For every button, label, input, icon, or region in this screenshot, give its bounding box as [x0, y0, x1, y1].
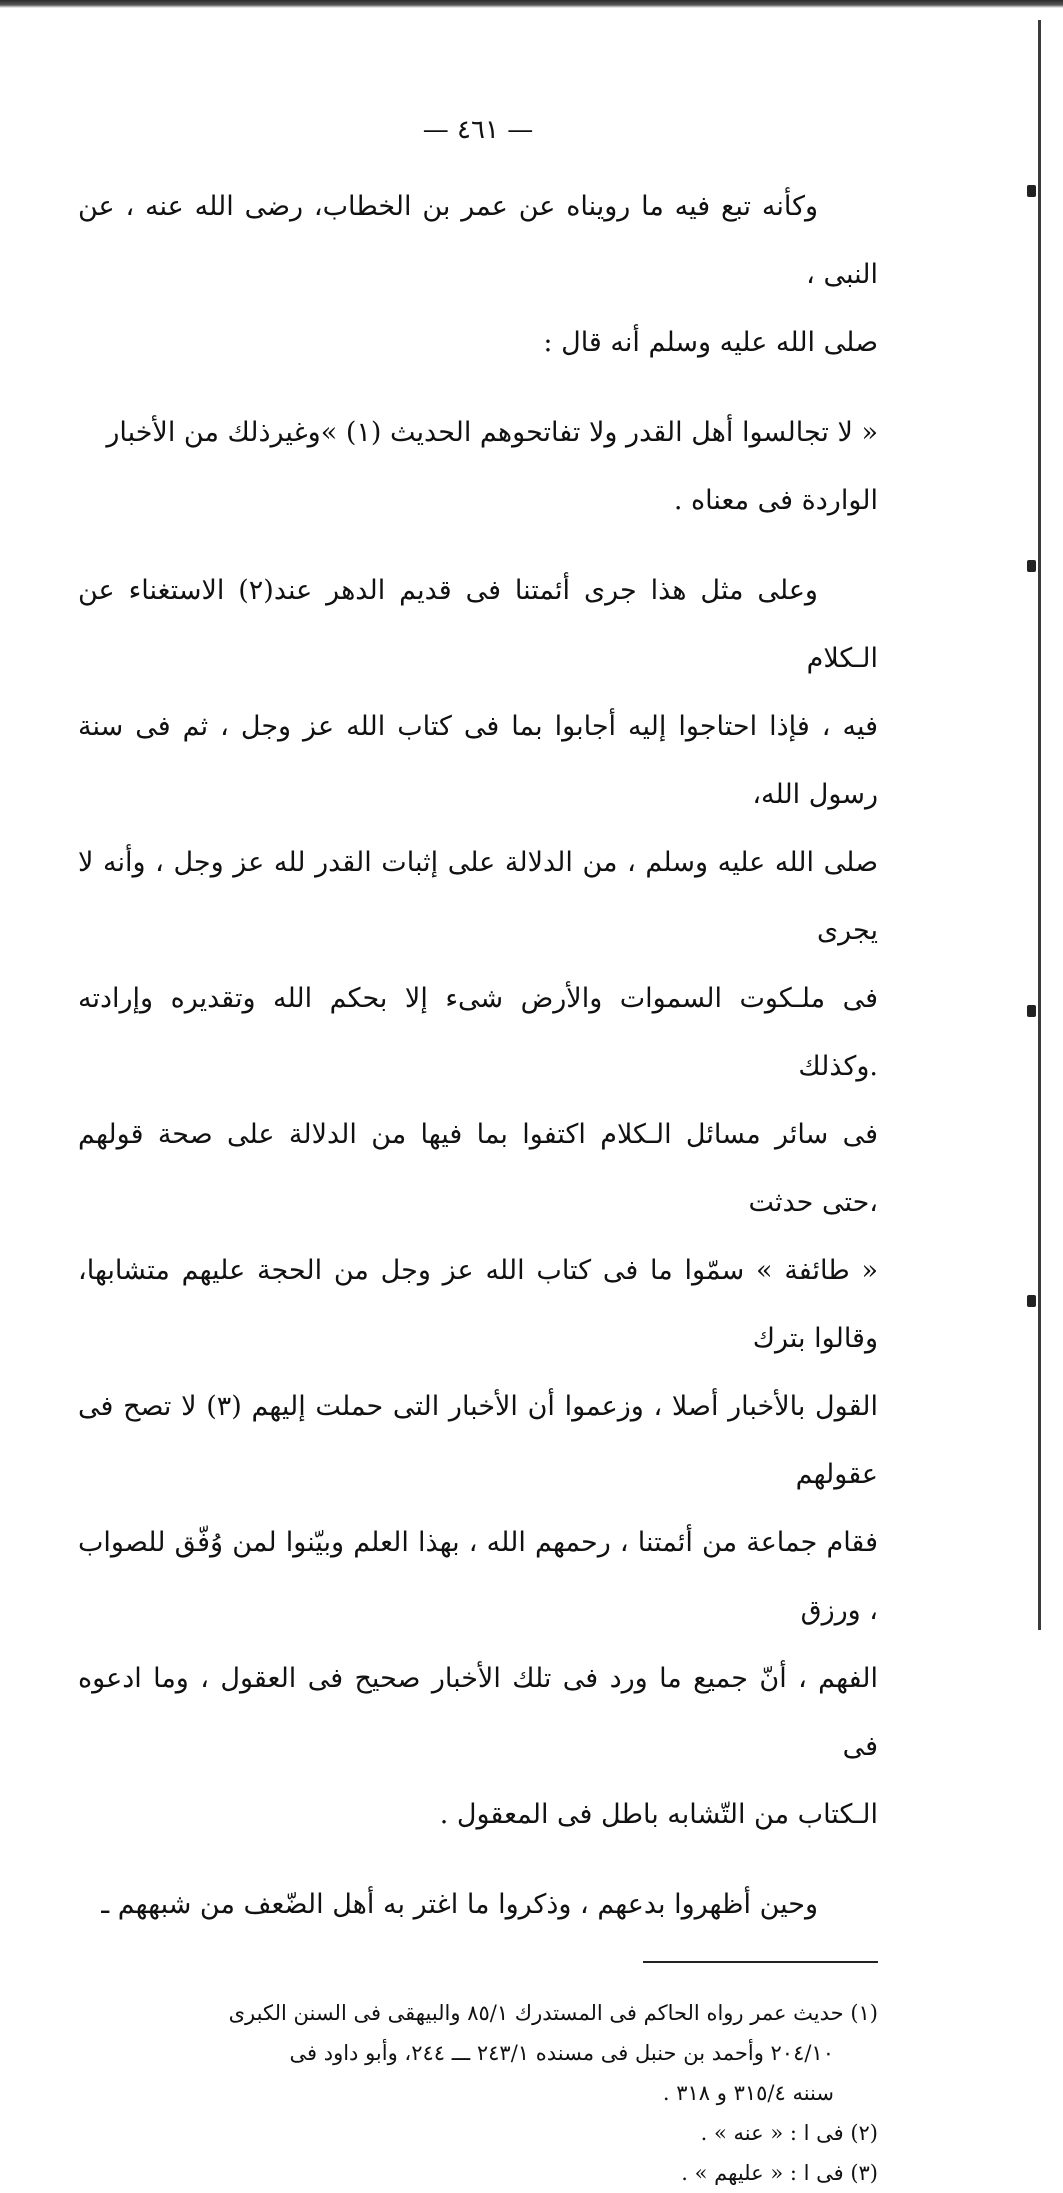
paragraph — [78, 173, 878, 377]
footnotes — [78, 1993, 878, 2193]
page-number: — ٤٦١ — — [422, 115, 534, 145]
binding-mark — [1027, 1005, 1036, 1017]
text-line: وعلى مثل هذا جرى أئمتنا فى قديم الدهر عند(٢) الاستغناء عن الـكلام — [78, 575, 878, 674]
text-line: صلى الله عليه وسلم أنه قال : — [543, 327, 878, 358]
text-line: الواردة فى معناه . — [673, 485, 878, 516]
footnote-line: سننه ٣١٥/٤ و ٣١٨ . — [662, 2081, 834, 2105]
footnote-line: (١) حديث عمر رواه الحاكم فى المستدرك ٨٥/١ والبيهقى فى السنن الكبرى — [228, 2001, 878, 2025]
text-line: وحين أظهروا بدعهم ، وذكروا ما اغتر به أهل الضّعف من شبههم ـ — [101, 1889, 818, 1920]
text-line: صلى الله عليه وسلم ، من الدلالة على إثبات القدر لله عز وجل ، وأنه لا يجرى — [78, 847, 878, 946]
text-line: « لا تجالسوا أهل القدر ولا تفاتحوهم الحديث (١) »وغيرذلك من الأخبار — [106, 417, 878, 448]
footnote-line: (٣) فى ا : « عليهم » . — [681, 2161, 878, 2185]
paragraph — [78, 1871, 878, 1939]
footnote-separator — [643, 1961, 878, 1963]
text-line: فى ملـكوت السموات والأرض شىء إلا بحكم الله وتقديره وإرادته .وكذلك — [78, 983, 878, 1082]
text-line: القول بالأخبار أصلا ، وزعموا أن الأخبار التى حملت إليهم (٣) لا تصح فى عقولهم — [78, 1391, 878, 1490]
binding-mark — [1027, 185, 1036, 197]
text-line: الـكتاب من التّشابه باطل فى المعقول . — [439, 1799, 878, 1830]
text-line: فقام جماعة من أئمتنا ، رحمهم الله ، بهذا العلم وبيّنوا لمن وُفّق للصواب ، ورزق — [78, 1527, 878, 1626]
binding-mark — [1027, 560, 1036, 572]
binding-line — [1038, 20, 1041, 1630]
binding-mark — [1027, 1295, 1036, 1307]
paragraph — [78, 399, 878, 535]
footnote-line: ٢٠٤/١٠ وأحمد بن حنبل فى مسنده ٢٤٣/١ ـــ ٢٤٤، وأبو داود فى — [289, 2041, 834, 2065]
footnote-rule-wrap — [78, 1961, 878, 1963]
text-line: فى سائر مسائل الـكلام اكتفوا بما فيها من الدلالة على صحة قولهم ،حتى حدثت — [78, 1119, 878, 1218]
text-line: فيه ، فإذا احتاجوا إليه أجابوا بما فى كتاب الله عز وجل ، ثم فى سنة رسول الله، — [78, 711, 878, 810]
text-line: « طائفة » سمّوا ما فى كتاب الله عز وجل من الحجة عليهم متشابها، وقالوا بترك — [78, 1255, 878, 1354]
paragraph — [78, 557, 878, 1849]
text-line: الفهم ، أنّ جميع ما ورد فى تلك الأخبار صحيح فى العقول ، وما ادعوه فى — [78, 1663, 878, 1762]
book-page — [78, 115, 878, 2193]
scan-edge — [0, 0, 1063, 8]
text-line: وكأنه تبع فيه ما رويناه عن عمر بن الخطاب، رضى الله عنه ، عن النبى ، — [78, 191, 878, 290]
footnote-line: (٢) فى ا : « عنه » . — [700, 2121, 878, 2145]
